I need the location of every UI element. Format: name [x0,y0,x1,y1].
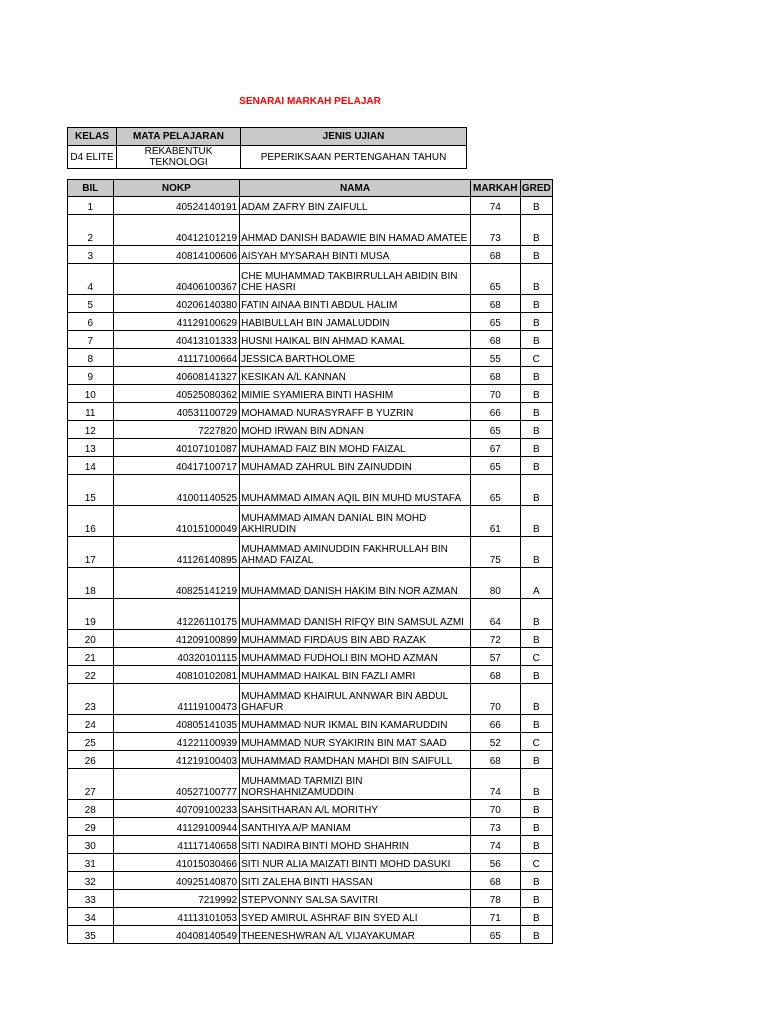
table-row [68,733,553,751]
cell-nama: MUHAMMAD AIMAN DANIAL BIN MOHD AKHIRUDIN [240,506,471,537]
marks-header-row [68,180,553,197]
cell-gred: B [520,769,552,800]
cell-markah: 65 [470,264,520,295]
info-header-row [68,128,467,146]
cell-markah: 65 [470,313,520,331]
cell-gred: C [520,733,552,751]
cell-bil: 4 [68,264,114,295]
header-kelas: KELAS [68,128,117,146]
cell-markah: 55 [470,349,520,367]
cell-nokp: 40810102081 [113,666,240,684]
cell-nama: KESIKAN A/L KANNAN [240,367,471,385]
cell-nokp: 40417100717 [113,457,240,475]
cell-gred: B [520,295,552,313]
cell-markah: 74 [470,836,520,854]
cell-nama: HUSNI HAIKAL BIN AHMAD KAMAL [240,331,471,349]
table-row [68,367,553,385]
cell-gred: B [520,439,552,457]
cell-bil: 21 [68,648,114,666]
marks-table [67,179,553,944]
cell-nama: MIMIE SYAMIERA BINTI HASHIM [240,385,471,403]
cell-nokp: 41221100939 [113,733,240,751]
cell-bil: 28 [68,800,114,818]
cell-markah: 74 [470,197,520,215]
header-markah: MARKAH [470,180,520,197]
cell-gred: B [520,457,552,475]
cell-gred: B [520,506,552,537]
cell-nokp: 40709100233 [113,800,240,818]
cell-markah: 73 [470,215,520,246]
cell-gred: B [520,385,552,403]
table-row [68,475,553,506]
cell-nokp: 41113101053 [113,908,240,926]
cell-bil: 32 [68,872,114,890]
cell-nama: MUHAMMAD DANISH HAKIM BIN NOR AZMAN [240,568,471,599]
cell-markah: 65 [470,457,520,475]
cell-gred: B [520,666,552,684]
cell-nokp: 40206140380 [113,295,240,313]
cell-nokp: 40805141035 [113,715,240,733]
cell-markah: 70 [470,800,520,818]
cell-bil: 24 [68,715,114,733]
table-row [68,800,553,818]
cell-nokp: 40525080362 [113,385,240,403]
value-jenis-ujian: PEPERIKSAAN PERTENGAHAN TAHUN [241,146,467,169]
table-row [68,537,553,568]
cell-markah: 57 [470,648,520,666]
cell-nokp: 40412101219 [113,215,240,246]
cell-nama: MUHAMMAD FIRDAUS BIN ABD RAZAK [240,630,471,648]
cell-markah: 73 [470,818,520,836]
value-kelas: D4 ELITE [68,146,117,169]
table-row [68,457,553,475]
cell-gred: B [520,215,552,246]
cell-markah: 70 [470,385,520,403]
table-row [68,403,553,421]
cell-gred: A [520,568,552,599]
cell-bil: 22 [68,666,114,684]
cell-nama: MUHAMMAD AIMAN AQIL BIN MUHD MUSTAFA [240,475,471,506]
cell-gred: C [520,648,552,666]
cell-bil: 34 [68,908,114,926]
cell-nama: MUHAMMAD TARMIZI BIN NORSHAHNIZAMUDDIN [240,769,471,800]
cell-bil: 9 [68,367,114,385]
cell-gred: B [520,908,552,926]
cell-gred: B [520,331,552,349]
cell-bil: 35 [68,926,114,944]
cell-gred: B [520,836,552,854]
cell-bil: 10 [68,385,114,403]
cell-nama: MUHAMMAD NUR SYAKIRIN BIN MAT SAAD [240,733,471,751]
marks-body [68,197,553,944]
cell-nokp: 41226110175 [113,599,240,630]
cell-bil: 19 [68,599,114,630]
cell-nokp: 40825141219 [113,568,240,599]
cell-markah: 68 [470,331,520,349]
cell-nokp: 41129100944 [113,818,240,836]
cell-nama: MUHAMAD ZAHRUL BIN ZAINUDDIN [240,457,471,475]
cell-nokp: 7227820 [113,421,240,439]
cell-markah: 68 [470,367,520,385]
cell-gred: B [520,599,552,630]
header-nokp: NOKP [113,180,240,197]
cell-nama: MUHAMMAD AMINUDDIN FAKHRULLAH BIN AHMAD FAIZAL [240,537,471,568]
cell-nokp: 7219992 [113,890,240,908]
cell-gred: B [520,872,552,890]
table-row [68,439,553,457]
header-nama: NAMA [240,180,471,197]
header-jenis-ujian: JENIS UJIAN [241,128,467,146]
cell-markah: 78 [470,890,520,908]
cell-nokp: 41209100899 [113,630,240,648]
cell-bil: 27 [68,769,114,800]
cell-markah: 74 [470,769,520,800]
table-row [68,421,553,439]
cell-bil: 29 [68,818,114,836]
table-row [68,818,553,836]
cell-nokp: 40527100777 [113,769,240,800]
cell-markah: 70 [470,684,520,715]
cell-nama: THEENESHWRAN A/L VIJAYAKUMAR [240,926,471,944]
cell-gred: B [520,537,552,568]
cell-bil: 23 [68,684,114,715]
cell-bil: 7 [68,331,114,349]
cell-markah: 68 [470,666,520,684]
cell-nama: AHMAD DANISH BADAWIE BIN HAMAD AMATEE [240,215,471,246]
cell-bil: 13 [68,439,114,457]
cell-markah: 71 [470,908,520,926]
table-row [68,246,553,264]
table-row [68,854,553,872]
cell-bil: 15 [68,475,114,506]
cell-nama: STEPVONNY SALSA SAVITRI [240,890,471,908]
cell-bil: 16 [68,506,114,537]
table-row [68,506,553,537]
cell-bil: 20 [68,630,114,648]
cell-nama: SITI NADIRA BINTI MOHD SHAHRIN [240,836,471,854]
cell-bil: 26 [68,751,114,769]
cell-gred: B [520,818,552,836]
cell-nokp: 41117100664 [113,349,240,367]
table-row [68,836,553,854]
cell-markah: 65 [470,926,520,944]
cell-gred: B [520,630,552,648]
cell-markah: 67 [470,439,520,457]
cell-nama: SAHSITHARAN A/L MORITHY [240,800,471,818]
cell-markah: 64 [470,599,520,630]
cell-nama: ADAM ZAFRY BIN ZAIFULL [240,197,471,215]
cell-nokp: 41129100629 [113,313,240,331]
table-row [68,331,553,349]
cell-nama: FATIN AINAA BINTI ABDUL HALIM [240,295,471,313]
table-row [68,926,553,944]
cell-nokp: 40524140191 [113,197,240,215]
cell-nokp: 41001140525 [113,475,240,506]
cell-nama: JESSICA BARTHOLOME [240,349,471,367]
table-row [68,666,553,684]
header-bil: BIL [68,180,114,197]
cell-gred: B [520,403,552,421]
table-row [68,684,553,715]
cell-markah: 68 [470,751,520,769]
table-row [68,385,553,403]
cell-nokp: 40925140870 [113,872,240,890]
table-row [68,197,553,215]
cell-nokp: 40320101115 [113,648,240,666]
cell-nama: SYED AMIRUL ASHRAF BIN SYED ALI [240,908,471,926]
cell-nama: SITI ZALEHA BINTI HASSAN [240,872,471,890]
cell-nama: AISYAH MYSARAH BINTI MUSA [240,246,471,264]
cell-nokp: 41015030466 [113,854,240,872]
table-row [68,313,553,331]
cell-bil: 25 [68,733,114,751]
cell-gred: B [520,751,552,769]
cell-bil: 17 [68,537,114,568]
table-row [68,568,553,599]
cell-gred: B [520,684,552,715]
cell-nama: SANTHIYA A/P MANIAM [240,818,471,836]
cell-nokp: 41219100403 [113,751,240,769]
cell-gred: C [520,349,552,367]
cell-bil: 8 [68,349,114,367]
cell-bil: 31 [68,854,114,872]
table-row [68,349,553,367]
cell-gred: B [520,926,552,944]
table-row [68,715,553,733]
cell-markah: 68 [470,246,520,264]
cell-markah: 68 [470,295,520,313]
cell-nama: SITI NUR ALIA MAIZATI BINTI MOHD DASUKI [240,854,471,872]
cell-bil: 18 [68,568,114,599]
cell-bil: 11 [68,403,114,421]
cell-markah: 68 [470,872,520,890]
cell-markah: 56 [470,854,520,872]
cell-markah: 72 [470,630,520,648]
cell-bil: 12 [68,421,114,439]
cell-nama: MUHAMMAD HAIKAL BIN FAZLI AMRI [240,666,471,684]
cell-nama: MOHAMAD NURASYRAFF B YUZRIN [240,403,471,421]
header-gred: GRED [520,180,552,197]
cell-nama: MUHAMMAD DANISH RIFQY BIN SAMSUL AZMI [240,599,471,630]
cell-bil: 30 [68,836,114,854]
cell-nokp: 40531100729 [113,403,240,421]
cell-nama: CHE MUHAMMAD TAKBIRRULLAH ABIDIN BIN CHE HASRI [240,264,471,295]
info-value-row [68,146,467,169]
cell-nokp: 41126140895 [113,537,240,568]
cell-nama: MUHAMMAD KHAIRUL ANNWAR BIN ABDUL GHAFUR [240,684,471,715]
cell-nama: MUHAMMAD FUDHOLI BIN MOHD AZMAN [240,648,471,666]
table-row [68,890,553,908]
cell-gred: B [520,264,552,295]
cell-nokp: 40413101333 [113,331,240,349]
cell-gred: B [520,421,552,439]
cell-gred: B [520,313,552,331]
cell-bil: 5 [68,295,114,313]
cell-markah: 52 [470,733,520,751]
cell-markah: 80 [470,568,520,599]
cell-gred: C [520,854,552,872]
table-row [68,264,553,295]
cell-markah: 65 [470,421,520,439]
cell-nokp: 40107101087 [113,439,240,457]
cell-nokp: 40406100367 [113,264,240,295]
cell-bil: 14 [68,457,114,475]
cell-nokp: 41117140658 [113,836,240,854]
cell-markah: 65 [470,475,520,506]
cell-nokp: 41015100049 [113,506,240,537]
cell-markah: 66 [470,403,520,421]
page-title: SENARAI MARKAH PELAJAR [239,96,381,107]
cell-nokp: 41119100473 [113,684,240,715]
table-row [68,648,553,666]
cell-gred: B [520,800,552,818]
cell-nama: MUHAMMAD RAMDHAN MAHDI BIN SAIFULL [240,751,471,769]
cell-bil: 6 [68,313,114,331]
table-row [68,630,553,648]
header-mata-pelajaran: MATA PELAJARAN [117,128,241,146]
cell-bil: 3 [68,246,114,264]
cell-gred: B [520,246,552,264]
value-mata-pelajaran: REKABENTUK TEKNOLOGI [117,146,241,169]
cell-markah: 61 [470,506,520,537]
table-row [68,751,553,769]
table-row [68,872,553,890]
table-row [68,769,553,800]
cell-nama: MUHAMAD FAIZ BIN MOHD FAIZAL [240,439,471,457]
cell-bil: 33 [68,890,114,908]
cell-nokp: 40608141327 [113,367,240,385]
cell-gred: B [520,367,552,385]
cell-gred: B [520,475,552,506]
cell-markah: 66 [470,715,520,733]
cell-nama: MUHAMMAD NUR IKMAL BIN KAMARUDDIN [240,715,471,733]
class-info-table [67,127,467,169]
table-row [68,295,553,313]
cell-bil: 1 [68,197,114,215]
cell-gred: B [520,715,552,733]
cell-nokp: 40814100606 [113,246,240,264]
cell-nama: HABIBULLAH BIN JAMALUDDIN [240,313,471,331]
cell-bil: 2 [68,215,114,246]
cell-gred: B [520,890,552,908]
cell-markah: 75 [470,537,520,568]
table-row [68,215,553,246]
table-row [68,599,553,630]
cell-gred: B [520,197,552,215]
cell-nama: MOHD IRWAN BIN ADNAN [240,421,471,439]
cell-nokp: 40408140549 [113,926,240,944]
table-row [68,908,553,926]
